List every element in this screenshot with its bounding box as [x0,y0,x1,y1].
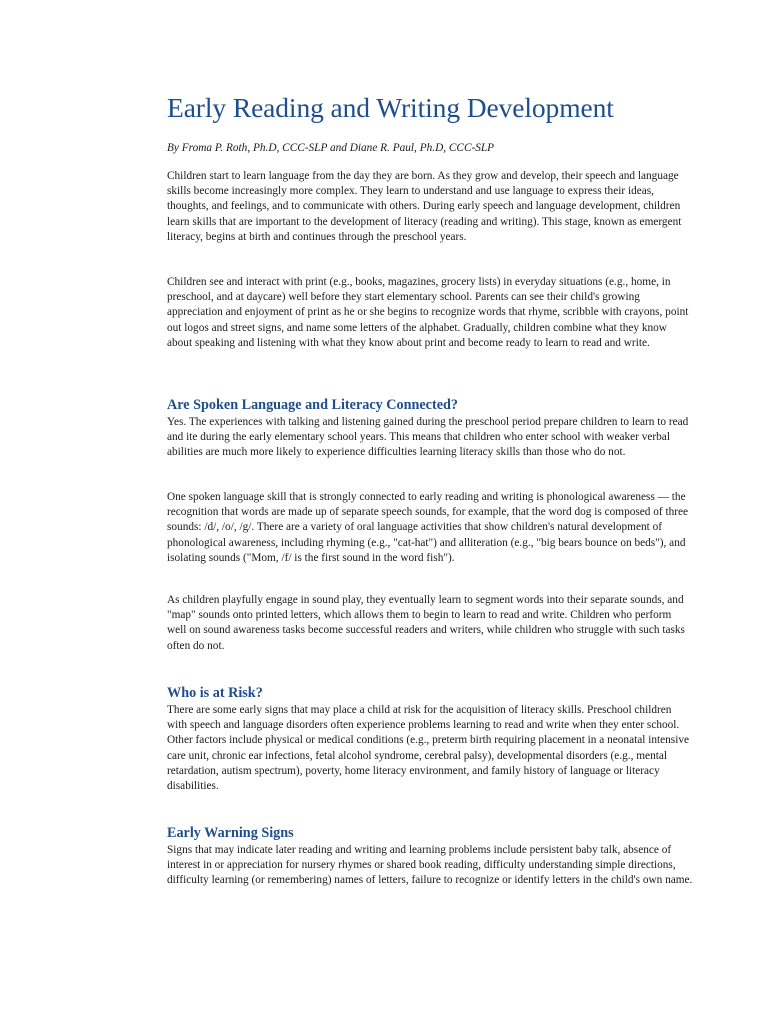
section-heading-who-is-at-risk: Who is at Risk? [167,685,263,701]
document-title: Early Reading and Writing Development [167,92,614,123]
author-byline: By Froma P. Roth, Ph.D, CCC-SLP and Diane R. Paul, Ph.D, CCC-SLP [167,142,495,154]
section-heading-early-warning-signs: Early Warning Signs [167,825,294,841]
section-paragraph: There are some early signs that may place a child at risk for the acquisition of literacy skills. Preschool children with speech and language disorders often experience problems learning to read and write when they enter school. Other factors include physical or medical conditions (e.g., preterm birth requiring placement in a neonatal intensive care unit, chronic ear infections, fetal alcohol syndrome, cerebral palsy), developmental disorders (e.g., mental retardation, autism spectrum), poverty, home literacy environment, and family history of language or literacy disabilities. [167,704,689,793]
section-paragraph: Signs that may indicate later reading and writing and learning problems include persistent baby talk, absence of interest in or appreciation for nursery rhymes or shared book reading, difficulty understanding simple directions, difficulty learning (or remembering) names of letters, failure to recognize or identify letters in the child's own name. [167,844,693,887]
section-paragraph: As children playfully engage in sound play, they eventually learn to segment words into their separate sounds, and "map" sounds onto printed letters, which allows them to begin to learn to read and write. Children who perform well on sound awareness tasks become successful readers and writers, while children who struggle with such tasks often do not. [167,594,685,652]
section-paragraph: One spoken language skill that is strongly connected to early reading and writing is phonological awareness — the recognition that words are made up of separate speech sounds, for example, that the word dog is composed of three sounds: /d/, /o/, /g/. There are a variety of oral language activities that show children's natural development of phonological awareness, including rhyming (e.g., "cat-hat") and alliteration (e.g., "big bears bounce on beds"), and isolating sounds ("Mom, /f/ is the first sound in the word fish"). [167,491,689,564]
intro-paragraph: Children see and interact with print (e.g., books, magazines, grocery lists) in everyday situations (e.g., home, in preschool, and at daycare) well before they start elementary school. Parents can see their child's growing appreciation and enjoyment of print as he or she begins to recognize words that rhyme, scribble with crayons, point out logos and street signs, and name some letters of the alphabet. Gradually, children combine what they know about speaking and listening with what they know about print and become ready to learn to read and write. [167,276,689,349]
section-heading-spoken-language: Are Spoken Language and Literacy Connected? [167,397,458,413]
intro-paragraph: Children start to learn language from the day they are born. As they grow and develop, their speech and language skills become increasingly more complex. They learn to understand and use language to express their ideas, thoughts, and feelings, and to communicate with others. During early speech and language development, children learn skills that are important to the development of literacy (reading and writing). This stage, known as emergent literacy, begins at birth and continues through the preschool years. [167,170,682,243]
section-paragraph: Yes. The experiences with talking and listening gained during the preschool period prepare children to learn to read and ite during the early elementary school years. This means that children who enter school with weaker verbal abilities are much more likely to experience difficulties learning literacy skills than those who do not. [167,416,689,459]
